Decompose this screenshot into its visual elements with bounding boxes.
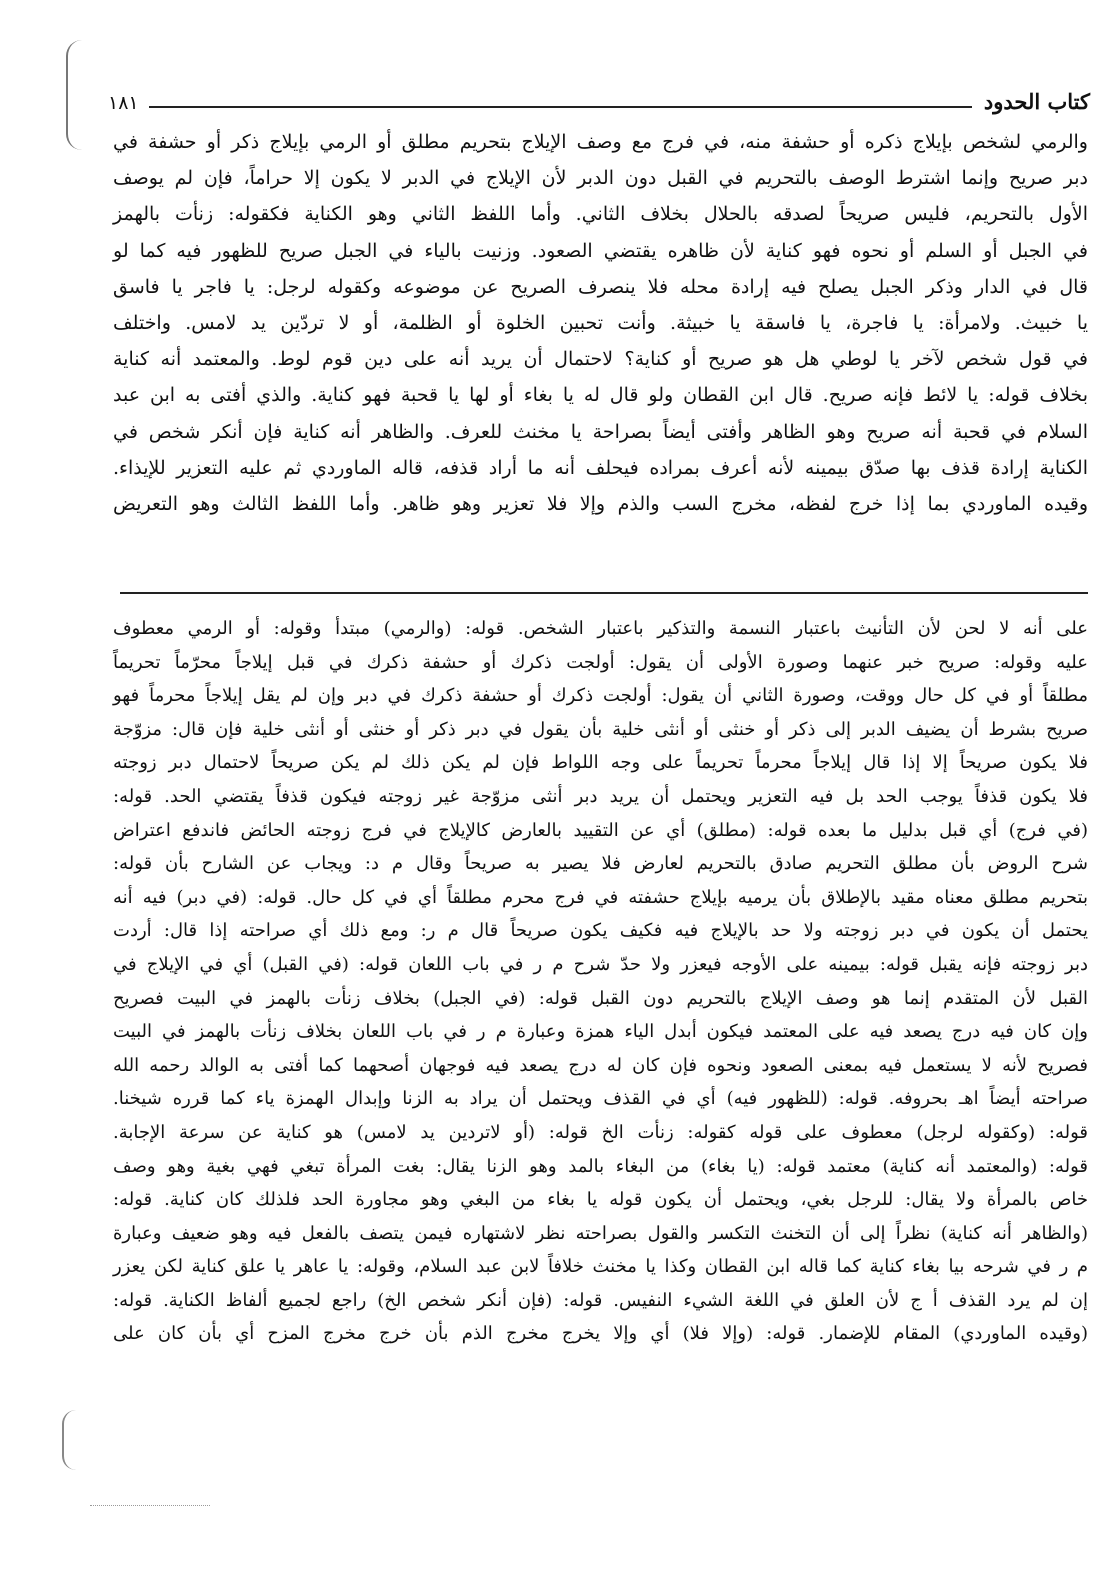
commentary-line: (وقيده الماوردي) المقام للإضمار. قوله: (وإلا فلا) أي وإلا يخرج مخرج الذم بأن خرج مخرج المزح أي بأن كان على (113, 1323, 1088, 1345)
commentary-line: فلا يكون قذفاً يوجب الحد بل فيه التعزير ويحتمل أن يريد دبر أنثى مزوّجة غير زوجته فيكون قذفاً يقتضي الحد. قوله: (113, 785, 1089, 807)
page-edge-curl (66, 40, 82, 150)
main-text-line: والرمي لشخص بإيلاج ذكره أو حشفة منه، في فرج مع وصف الإيلاج بتحريم مطلق أو الرمي بإيلاج ذكر أو حشفة في (113, 131, 1088, 153)
commentary-line: مطلقاً أو في كل حال ووقت، وصورة الثاني أن يقول: أولجت ذكرك أو حشفة ذكرك في دبر وإن لم يقل إيلاجاً محرماً فهو (113, 685, 1088, 707)
commentary-line: (في فرج) أي قبل بدليل ما بعده قوله: (مطلق) أي عن التقييد بالعارض كالإيلاج في فرج زوجته الحائض فاندفع اعتراض (113, 819, 1088, 841)
commentary-line: صراحته أيضاً اهـ بحروفه. قوله: (للظهور فيه) أي في القذف ويحتمل أن يراد به الزنا وإبدال الهمزة ياء كما قرره شيخنا. (113, 1088, 1088, 1110)
page-number: ١٨١ (108, 92, 139, 114)
commentary-line: القبل لأن المتقدم إنما هو وصف الإيلاج بالتحريم دون القبل قوله: (في الجبل) بخلاف زنأت بالهمز في البيت فصريح (113, 987, 1088, 1009)
commentary-line: خاص بالمرأة ولا يقال: للرجل بغي، ويحتمل أن يكون قوله يا بغاء من البغي وهو مجاورة الحد فلذلك كان كناية. قوله: (113, 1189, 1088, 1211)
main-text-line: قال في الدار وذكر الجبل يصلح فيه إرادة محله فلا ينصرف الصريح عن موضوعه وكقوله لرجل: يا فاجر يا فاسق (113, 275, 1088, 298)
main-text-line: السلام في قحبة أنه صريح وهو الظاهر وأفتى أيضاً بصراحة يا مخنث للعرف. والظاهر أنه كناية فإن أنكر شخص في (113, 420, 1088, 443)
commentary-text (113, 612, 1088, 1351)
main-text (113, 124, 1088, 522)
main-text-line: دبر صريح وإنما اشترط الوصف بالتحريم في القبل دون الدبر لأن الإيلاج في الدبر لا يكون إلا حراماً، فإن لم يوصف (113, 167, 1088, 190)
commentary-line: دبر زوجته فإنه يقبل قوله: بيمينه على الأوجه فيعزر ولا حدّ شرح م ر في باب اللعان قوله: (في القبل) أي في الإيلاج في (113, 953, 1088, 975)
commentary-line: فصريح لأنه لا يستعمل فيه بمعنى الصعود ونحوه فإن كان له درج يصعد فيه فوجهان أصحهما كما أفتى به الوالد رحمه الله (113, 1054, 1088, 1076)
commentary-line: عليه وقوله: صريح خبر عنهما وصورة الأولى أن يقول: أولجت ذكرك أو حشفة ذكرك في قبل إيلاجاً محرّماً تحريماً (113, 651, 1088, 673)
main-text-line: في قول شخص لآخر يا لوطي هل هو صريح أو كناية؟ لاحتمال أن يريد أنه على دين قوم لوط. والمعتمد أنه كناية (113, 348, 1088, 371)
commentary-line: صريح بشرط أن يضيف الدبر إلى ذكر أو خنثى أو أنثى خلية بأن يقول في دبر ذكر أو خنثى أو أنثى خلية فإن قال: مزوّجة (113, 718, 1088, 740)
main-text-line: وقيده الماوردي بما إذا خرج لفظه، مخرج السب والذم وإلا فلا تعزير وهو ظاهر. وأما اللفظ الثالث وهو التعريض (113, 493, 1088, 516)
commentary-line: إن لم يرد القذف أ ج لأن العلق في اللغة الشيء النفيس. قوله: (فإن أنكر شخص الخ) راجع لجميع ألفاظ الكناية. قوله: (113, 1289, 1088, 1311)
running-header (108, 80, 1090, 114)
header-rule (149, 106, 972, 108)
page-edge-curl-bottom (62, 1410, 76, 1470)
page-edge-shadow (90, 1505, 210, 1507)
section-separator (120, 592, 1088, 594)
main-text-line: بخلاف قوله: يا لائط فإنه صريح. قال ابن القطان ولو قال له يا بغاء أو لها يا قحبة فهو كناية. والذي أفتى به ابن عبد (113, 384, 1088, 407)
main-text-line: يا خبيث. ولامرأة: يا فاجرة، يا فاسقة يا خبيثة. وأنت تحبين الخلوة أو الظلمة، أو لا تردّين يد لامس. واختلف (113, 312, 1088, 335)
commentary-line: قوله: (وكقوله لرجل) معطوف على قوله كقوله: زنأت الخ قوله: (أو لاتردين يد لامس) هو كناية عن سرعة الإجابة. (113, 1121, 1088, 1143)
commentary-line: على أنه لا لحن لأن التأنيث باعتبار النسمة والتذكير باعتبار الشخص. قوله: (والرمي) مبتدأ وقوله: أو الرمي معطوف (113, 618, 1088, 639)
commentary-line: قوله: (والمعتمد أنه كناية) معتمد قوله: (يا بغاء) من البغاء بالمد وهو الزنا يقال: بغت المرأة تبغي فهي بغية وهو وصف (113, 1155, 1088, 1177)
commentary-line: (والظاهر أنه كناية) نظراً إلى أن التخنث التكسر والقول بصراحته نظر لاشتهاره فيمن يتصف بالفعل فيه وهو ضعيف وعبارة (113, 1222, 1088, 1244)
commentary-line: يحتمل أن يكون في دبر زوجته ولا حد بالإيلاج فيه فكيف يكون صريحاً قال م ر: ومع ذلك أي صراحته إذا قال: أردت (113, 920, 1088, 942)
main-text-line: الكناية إرادة قذف بها صدّق بيمينه لأنه أعرف بمراده فيحلف أنه ما أراد قذفه، قاله الماوردي ثم عليه التعزير للإيذاء. (113, 456, 1088, 479)
commentary-line: شرح الروض بأن مطلق التحريم صادق بالتحريم لعارض فلا يصير به صريحاً وقال م د: ويجاب عن الشارح بأن قوله: (113, 853, 1088, 875)
main-text-line: في الجبل أو السلم أو نحوه فهو كناية لأن ظاهره يقتضي الصعود. وزنيت بالياء في الجبل صريح للظهور فيه كما لو (113, 239, 1088, 262)
chapter-title: كتاب الحدود (983, 89, 1090, 114)
main-text-line: الأول بالتحريم، فليس صريحاً لصدقه بالحلال بخلاف الثاني. وأما اللفظ الثاني وهو الكناية فكقوله: زنأت بالهمز (113, 203, 1088, 226)
commentary-line: م ر في شرحه بيا بغاء كناية كما قاله ابن القطان وكذا يا مخنث خلافاً لابن عبد السلام، وقوله: يا عاهر يا علق كناية لكن يعزر (113, 1256, 1088, 1278)
commentary-line: فلا يكون صريحاً إلا إذا قال إيلاجاً محرماً تحريماً على وجه اللواط فإن لم يكن ذلك لم يكن صريحاً لاحتمال دبر زوجته (113, 752, 1088, 774)
commentary-line: بتحريم مطلق معناه مقيد بالإطلاق بأن يرميه بإيلاج حشفته في فرج محرم مطلقاً أي في كل حال. قوله: (في دبر) فيه أنه (113, 886, 1088, 908)
commentary-line: وإن كان فيه درج يصعد فيه على المعتمد فيكون أبدل الياء همزة وعبارة م ر في باب اللعان بخلاف زنأت بالهمز في البيت (113, 1021, 1088, 1043)
